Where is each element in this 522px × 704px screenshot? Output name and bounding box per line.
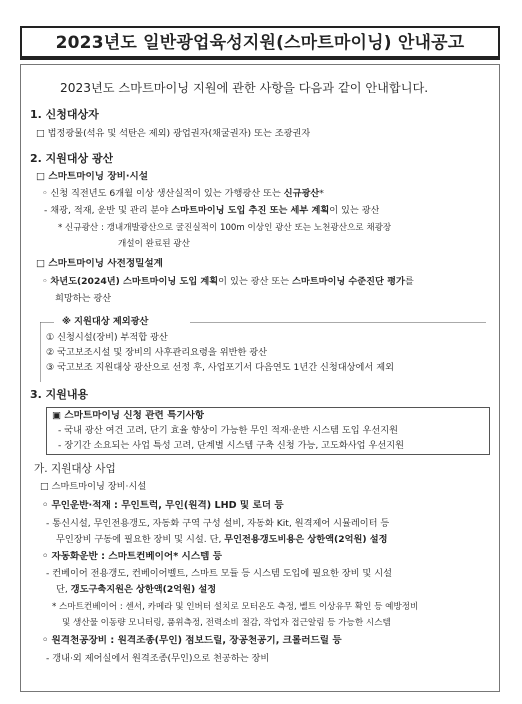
automated-transport-dash-2: 단, 갱도구축지원은 상한액(2억원) 설정	[56, 584, 217, 595]
intro-text: 2023년도 스마트마이닝 지원에 관한 사항을 다음과 같이 안내합니다.	[60, 81, 429, 95]
exclusion-title: ※ 지원대상 제외광산	[58, 316, 152, 328]
unmanned-transport-dash-1: - 통신시설, 무인전용갱도, 자동화 구역 구성 설비, 자동화 Kit, 원격제어 시뮬레이터 등	[46, 518, 390, 529]
section-1-heading: 1. 신청대상자	[30, 108, 99, 121]
exclusion-item-3: ③ 국고보조 지원대상 광산으로 선정 후, 사업포기서 다음연도 1년간 신청대상에서 제외	[46, 362, 394, 373]
exclusion-item-2: ② 국고보조시설 및 장비의 사후관리요령을 위반한 광산	[46, 347, 268, 358]
remote-drilling-bullet: ◦ 원격천공장비 : 원격조종(무인) 점보드릴, 장공천공기, 크롤러드릴 등	[42, 635, 342, 646]
eligibility-bullet-1: ◦ 신청 직전년도 6개월 이상 생산실적이 있는 가행광산 또는 신규광산*	[42, 188, 324, 199]
automated-transport-bullet: ◦ 자동화운반 : 스마트컨베이어* 시스템 등	[42, 551, 222, 562]
group-smart-equipment: □ 스마트마이닝 장비·시설	[36, 171, 149, 182]
special-note-2: - 장기간 소요되는 사업 특성 고려, 단계별 시스템 구축 신청 가능, 고도화사업 우선지원	[58, 440, 404, 451]
pre-design-bullet: ◦ 차년도(2024년) 스마트마이닝 도입 계획이 있는 광산 또는 스마트마이닝 수준진단 평가를	[42, 276, 414, 287]
unmanned-transport-dash-2: 무인장비 구동에 필요한 장비 및 시설. 단, 무인전용갱도비용은 상한액(2억원) 설정	[56, 534, 388, 545]
new-mine-note-2: 개설이 완료된 광산	[118, 239, 190, 249]
section-2-heading: 2. 지원대상 광산	[30, 152, 114, 165]
special-notes-title: ▣ 스마트마이닝 신청 관련 특기사항	[52, 410, 205, 421]
exclusion-item-1: ① 신청시설(장비) 부적합 광산	[46, 332, 168, 343]
group-pre-design: □ 스마트마이닝 사전정밀설계	[36, 258, 163, 269]
smart-conveyor-note-1: * 스마트컨베이어 : 센서, 카메라 및 인버터 설치로 모터온도 측정, 벨트 이상유무 확인 등 예방정비	[52, 602, 419, 612]
page-title: 2023년도 일반광업육성지원(스마트마이닝) 안내공고	[20, 26, 500, 60]
eligibility-dash-1: - 채광, 적재, 운반 및 관리 분야 스마트마이닝 도입 추진 또는 세부 계획이 있는 광산	[44, 205, 380, 216]
remote-drilling-dash: - 갱내·외 제어실에서 원격조종(무인)으로 천공하는 장비	[46, 653, 270, 664]
section-1-item: □ 법정광물(석유 및 석탄은 제외) 광업권자(채굴권자) 또는 조광권자	[36, 128, 311, 139]
unmanned-transport-bullet: ◦ 무인운반·적재 : 무인트럭, 무인(원격) LHD 및 로더 등	[42, 500, 284, 511]
pre-design-bullet-cont: 희망하는 광산	[55, 293, 112, 304]
automated-transport-dash-1: - 컨베이어 전용갱도, 컨베이어벨트, 스마트 모듈 등 시스템 도입에 필요한 장비 및 시설	[46, 568, 392, 579]
section-3-heading: 3. 지원내용	[30, 388, 89, 401]
smart-conveyor-note-2: 및 생산물 이동량 모니터링, 품위측정, 전력소비 절감, 작업자 접근알림 등 가능한 시스템	[62, 618, 391, 628]
special-note-1: - 국내 광산 여건 고려, 단기 효율 향상이 가능한 무인 적재·운반 시스템 도입 우선지원	[58, 425, 398, 436]
new-mine-note-1: * 신규광산 : 갱내개발광산으로 굴진실적이 100m 이상인 광산 또는 노천광산으로 채광장	[58, 223, 392, 233]
group-equipment-facility: □ 스마트마이닝 장비·시설	[40, 481, 147, 492]
subsection-ga: 가. 지원대상 사업	[34, 463, 116, 475]
